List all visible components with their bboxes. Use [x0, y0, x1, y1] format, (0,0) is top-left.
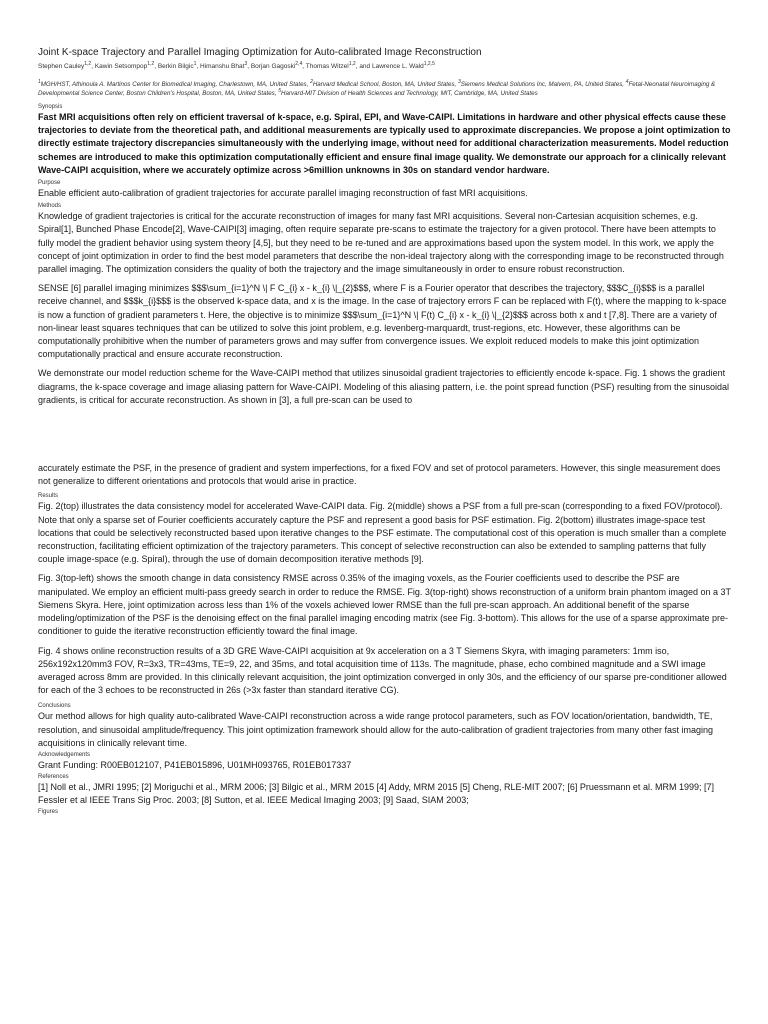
results-paragraph: Fig. 3(top-left) shows the smooth change in data consistency RMSE across 0.35% of the imaging voxels, as the Fourier coefficients used to describe the PSF are manipulated. We employ an efficient multi-pass greedy search in order to reduce the RMSE. Fig. 3(top-right) shows reconstruction of a uniform brain phantom imaged on a 3T Siemens Skyra. Here, joint optimization across less than 1% of the voxels achieved lower RMSE than the full pre-scan approach. An additional benefit of the sparse modeling/optimization of the PSF is the denoising effect on the final parallel imaging encoding matrix (see Fig. 3-bottom). This allows for the use of a sparse approximate pre-conditioner to guide the iterative reconstruction efficiently toward the final image. — [38, 573, 731, 637]
paper-title: Joint K-space Trajectory and Parallel Imaging Optimization for Auto-calibrated Image Reconstruction — [38, 47, 482, 58]
purpose-text: Enable efficient auto-calibration of gradient trajectories for accurate parallel imaging reconstruction of fast MRI acquisitions. — [38, 188, 528, 199]
references-heading: References — [38, 773, 69, 780]
results-heading: Results — [38, 493, 59, 500]
author: Berkin Bilgic$^1$, — [157, 60, 200, 70]
author: Himanshu Bhat$^3$, — [199, 60, 251, 70]
author: Kawin Setsompop$^{1,2}$, — [94, 60, 158, 70]
methods-paragraph: SENSE [6] parallel imaging minimizes $$$\sum_{i=1}^N \| F C_{i} x - k_{i} \|_{2}$$$, where F is a Fourier operator that describes the trajectory, $$$C_{i}$$$ is a parallel receive channel, and $$$k_{i}$$$ is the observed k-space data, and x is the image. In the case of trajectory errors F can be replaced with F(t), where the mapping to k-space is now a function of gradient parameters t. Here, the objective is to minimize $$$\sum_{i=1}^N \| F(t) C_{i} x - k_{i} \|_{2}$$$ across both x and t [7,8]. There are a variety of non-linear least squares techniques that can be utilized to solve this joint problem, e.g. levenberg-marquardt, trust-regions, etc. However, these algorithms can be computationally prohibitive when the number of parameters grows and may suffer from convergence issues. We exploit reduced models to make this joint optimization computationally practical and ensure accurate reconstruction. — [38, 283, 727, 360]
author: and Lawrence L. Wald$^{1,2,5}$ — [359, 60, 435, 70]
author-list — [38, 62, 733, 71]
affiliations: $^1$MGH/HST, Athinoula A. Martinos Center for Biomedical Imaging, Charlestown, MA, United States, $^2$Harvard Medical School, Boston, MA, United States, $^3$Siemens Medical Solutions Inc, Malvern, PA, United States, $^4$Fetal-Neonatal Neuroimaging & Developmental Science Center, Boston Children's Hospital, Boston, MA, United States, $^5$Harvard-MIT Division of Health Sciences and Technology, MIT, Cambridge, MA, United States — [38, 78, 716, 97]
results-paragraph: Fig. 4 shows online reconstruction results of a 3D GRE Wave-CAIPI acquisition at 9x acceleration on a 3 T Siemens Skyra, with imaging parameters: 1mm iso, 256x192x120mm3 FOV, R=3x3, TR=43ms, TE=9, 22, and 35ms, and total acquisition time of 113s. The magnitude, phase, echo combined magnitude and a SWI image averaged across 8mm are provided. In this clinically relevant acquisition, the joint optimization converged in only 30s, and the efficiency of our sparse pre-conditioner allowed for each of the 3 echoes to be reconstructed in 26s (>3x faster than standard iterative CG). — [38, 645, 727, 696]
figures-heading: Figures — [38, 809, 59, 816]
acknowledgements-text: Grant Funding: R00EB012107, P41EB015896, U01MH093765, R01EB017337 — [38, 759, 352, 770]
abstract-page — [38, 46, 733, 816]
page-break-gap — [38, 407, 733, 462]
conclusions-text: Our method allows for high quality auto-calibrated Wave-CAIPI reconstruction across a wide range protocol parameters, such as FOV location/orientation, bandwidth, TE, resolution, and sinusoidal amplitude/frequency. This joint optimization framework should allow for the auto-calibration of gradient trajectories from many other fast imaging acquisitions in clinically relevant time. — [38, 711, 714, 748]
author: Thomas Witzel$^{1,2}$, — [305, 60, 360, 70]
methods-paragraph: We demonstrate our model reduction scheme for the Wave-CAIPI method that utilizes sinusoidal gradient trajectories to efficiently encode k-space. Fig. 1 shows the gradient diagrams, the k-space coverage and image aliasing pattern for Wave-CAIPI. Modeling of this aliasing pattern, i.e. the point spread function (PSF) resulting from the sinusoidal gradients, is critical for accurate reconstruction. As shown in [3], a full pre-scan can be used to — [38, 368, 730, 405]
methods-heading: Methods — [38, 203, 62, 210]
synopsis-heading: Synopsis — [38, 104, 63, 110]
author: Borjan Gagoski$^{2,4}$, — [250, 60, 306, 70]
synopsis-text: Fast MRI acquisitions often rely on efficient traversal of k-space, e.g. Spiral, EPI, and Wave-CAIPI. Limitations in hardware and other physical effects cause these trajectories to deviate from the theoretical path, and additional measurements are typically used to approximate discrepancies. We propose a joint optimization to directly estimate trajectory discrepancies simultaneously with the underlying image, without need for additional characterization measurements. Model reduction schemes are introduced to make this optimization computationally efficient and ensure final image quality. We demonstrate our approach for a clinically relevant Wave-CAIPI acquisition, where we accurately optimize across >6million unknowns in 30s on standard vendor hardware. — [38, 112, 731, 175]
methods-paragraph: accurately estimate the PSF, in the presence of gradient and system imperfections, for a fixed FOV and set of protocol parameters. However, this single measurement does not generalize to different orientations and protocols that would arise in practice. — [38, 463, 721, 487]
methods-paragraph: Knowledge of gradient trajectories is critical for the accurate reconstruction of images for many fast MRI acquisitions. Several non-Cartesian acquisition schemes, e.g. Spiral[1], Bunched Phase Encode[2], Wave-CAIPI[3] imaging, often require separate pre-scans to estimate the trajectory for a given protocol. There have been attempts to fully model the gradient behavior using system theory [4,5], but they need to be re-tuned and are approximations based upon the system model. In this work, we apply the concept of joint optimization in order to find the best model parameters that describe the non-ideal trajectory along with the corresponding image to be reconstructed through parallel imaging. The optimization considers the quality of both the trajectory and the image simultaneously in order to ensure robust reconstruction. — [38, 211, 724, 275]
author: Stephen Cauley$^{1,2}$, — [38, 60, 95, 70]
acknowledgements-heading: Acknowledgements — [38, 751, 91, 758]
results-paragraph: Fig. 2(top) illustrates the data consistency model for accelerated Wave-CAIPI data. Fig. 2(middle) shows a PSF from a full pre-scan (corresponding to a fixed FOV/protocol). Note that only a sparse set of Fourier coefficients accurately capture the PSF and represent a good basis for PSF estimation. Fig. 2(bottom) illustrates image-space test locations that could be selectively reconstructed based upon iterative changes to the PSF estimate. The computational cost of this operation is much smaller than a complete reconstruction, facilitating efficient optimization of the trajectory parameters. This concept of selective reconstruction can also be extended to sampling patterns that fully couple image-space (e.g. Spiral), through the use of domain decomposition iterative methods [9]. — [38, 501, 727, 565]
purpose-heading: Purpose — [38, 180, 61, 187]
conclusions-heading: Conclusions — [38, 703, 71, 710]
references-text: [1] Noll et al., JMRI 1995; [2] Moriguchi et al., MRM 2006; [3] Bilgic et al., MRM 2015 [4] Addy, MRM 2015 [5] Cheng, RLE-MIT 2007; [6] Pruessmann et al. MRM 1999; [7] Fessler et al IEEE Trans Sig Proc. 2003; [8] Sutton, et al. IEEE Medical Imaging 2003; [9] Saad, SIAM 2003; — [38, 781, 714, 806]
